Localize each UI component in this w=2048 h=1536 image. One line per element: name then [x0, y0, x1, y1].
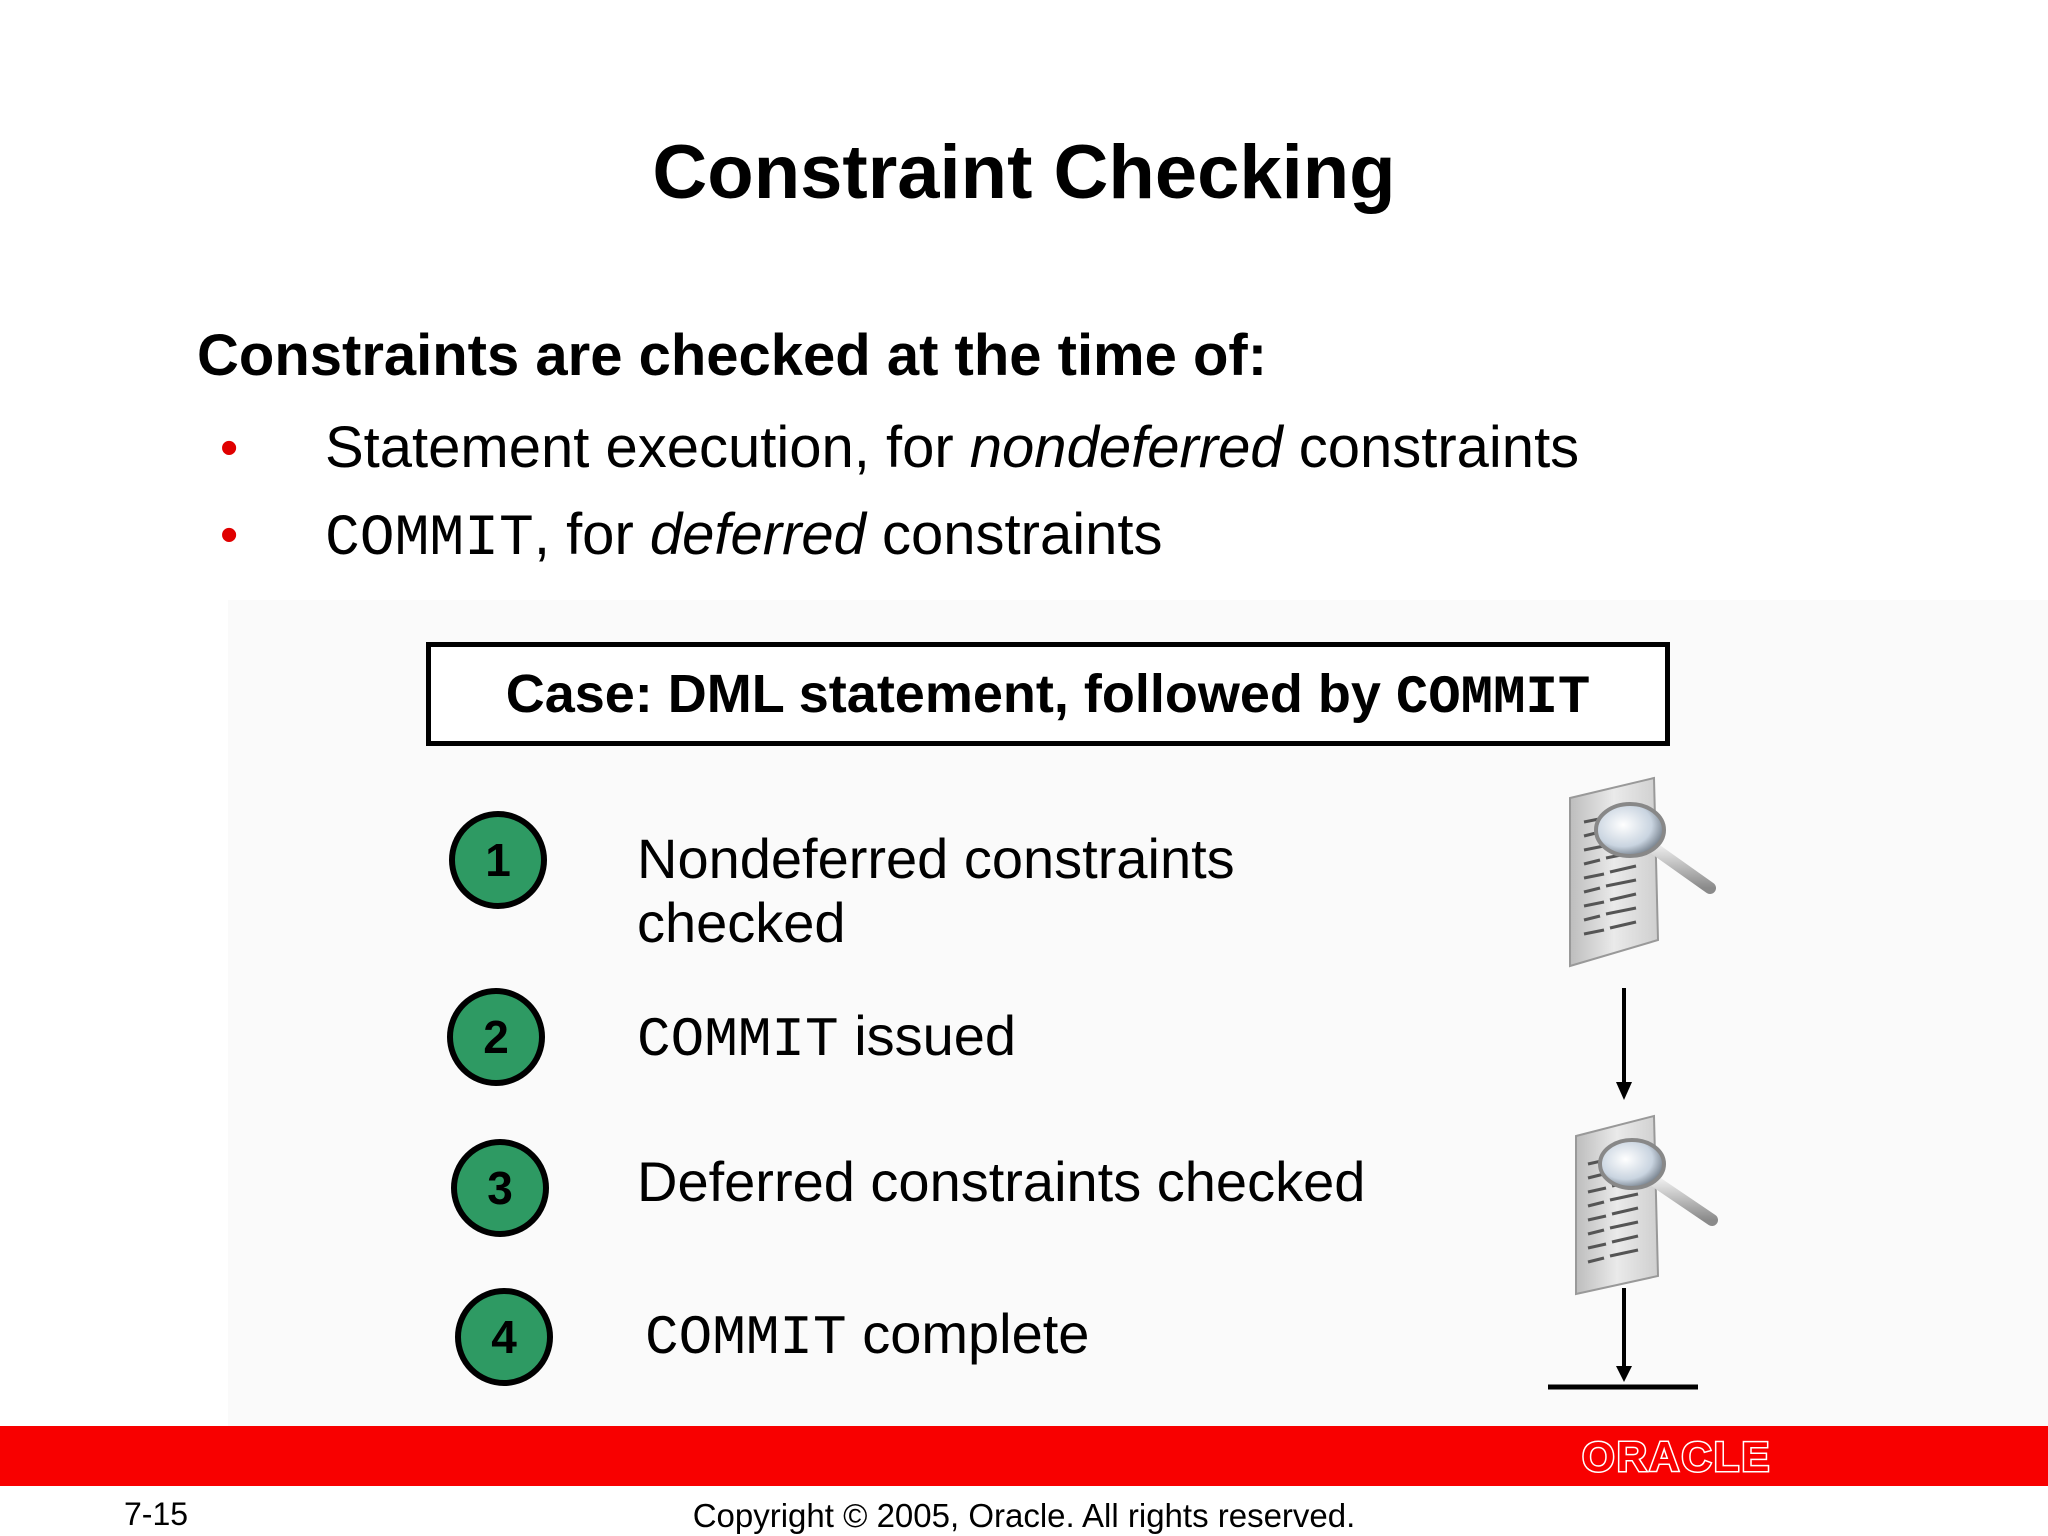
step-3-text: Deferred constraints checked: [637, 1150, 1366, 1213]
oracle-logo: [1578, 1432, 1838, 1480]
step-4-label: complete: [846, 1302, 1090, 1365]
bullet-text-post: constraints: [1282, 415, 1580, 480]
slide-number: 7-15: [124, 1496, 189, 1532]
step-2-text: [637, 1004, 1016, 1072]
case-box: [426, 642, 1670, 746]
down-arrow-end-icon: [1548, 1288, 1698, 1387]
step-2-label: issued: [838, 1004, 1017, 1067]
slide-title: Constraint Checking: [652, 130, 1396, 215]
step-1-badge: 1: [449, 811, 547, 909]
document-magnifier-icon: [1570, 778, 1710, 966]
down-arrow-icon: [1616, 988, 1632, 1100]
bullet-code: COMMIT: [325, 507, 534, 572]
bullet-text-pre: , for: [533, 502, 650, 567]
step-1-text-line2: checked: [637, 891, 846, 954]
step-1-text-line1: Nondeferred constraints: [637, 827, 1235, 890]
bullet-text-post: constraints: [865, 502, 1163, 567]
bullet-marker: •: [220, 506, 239, 564]
step-2-code: COMMIT: [637, 1008, 839, 1072]
case-box-label: Case: DML statement, followed by: [505, 664, 1396, 724]
bullet-text-emphasis: nondeferred: [969, 415, 1283, 480]
bullet-text-pre: Statement execution, for: [325, 415, 970, 480]
copyright-notice: Copyright © 2005, Oracle. All rights reserved.: [692, 1497, 1356, 1534]
commit-flow-illustration: [1540, 770, 1760, 1430]
document-magnifier-icon: [1576, 1116, 1712, 1294]
oracle-logo-text: ORACLE: [1582, 1433, 1772, 1480]
step-4-badge: 4: [455, 1288, 553, 1386]
step-4-text: [645, 1302, 1089, 1370]
intro-heading: Constraints are checked at the time of:: [197, 323, 1268, 388]
step-2-badge: 2: [447, 988, 545, 1086]
case-box-code: COMMIT: [1395, 668, 1591, 729]
step-3-badge: 3: [451, 1139, 549, 1237]
step-4-code: COMMIT: [645, 1306, 847, 1370]
bullet-marker: •: [220, 419, 239, 477]
bullet-text-emphasis: deferred: [649, 502, 866, 567]
